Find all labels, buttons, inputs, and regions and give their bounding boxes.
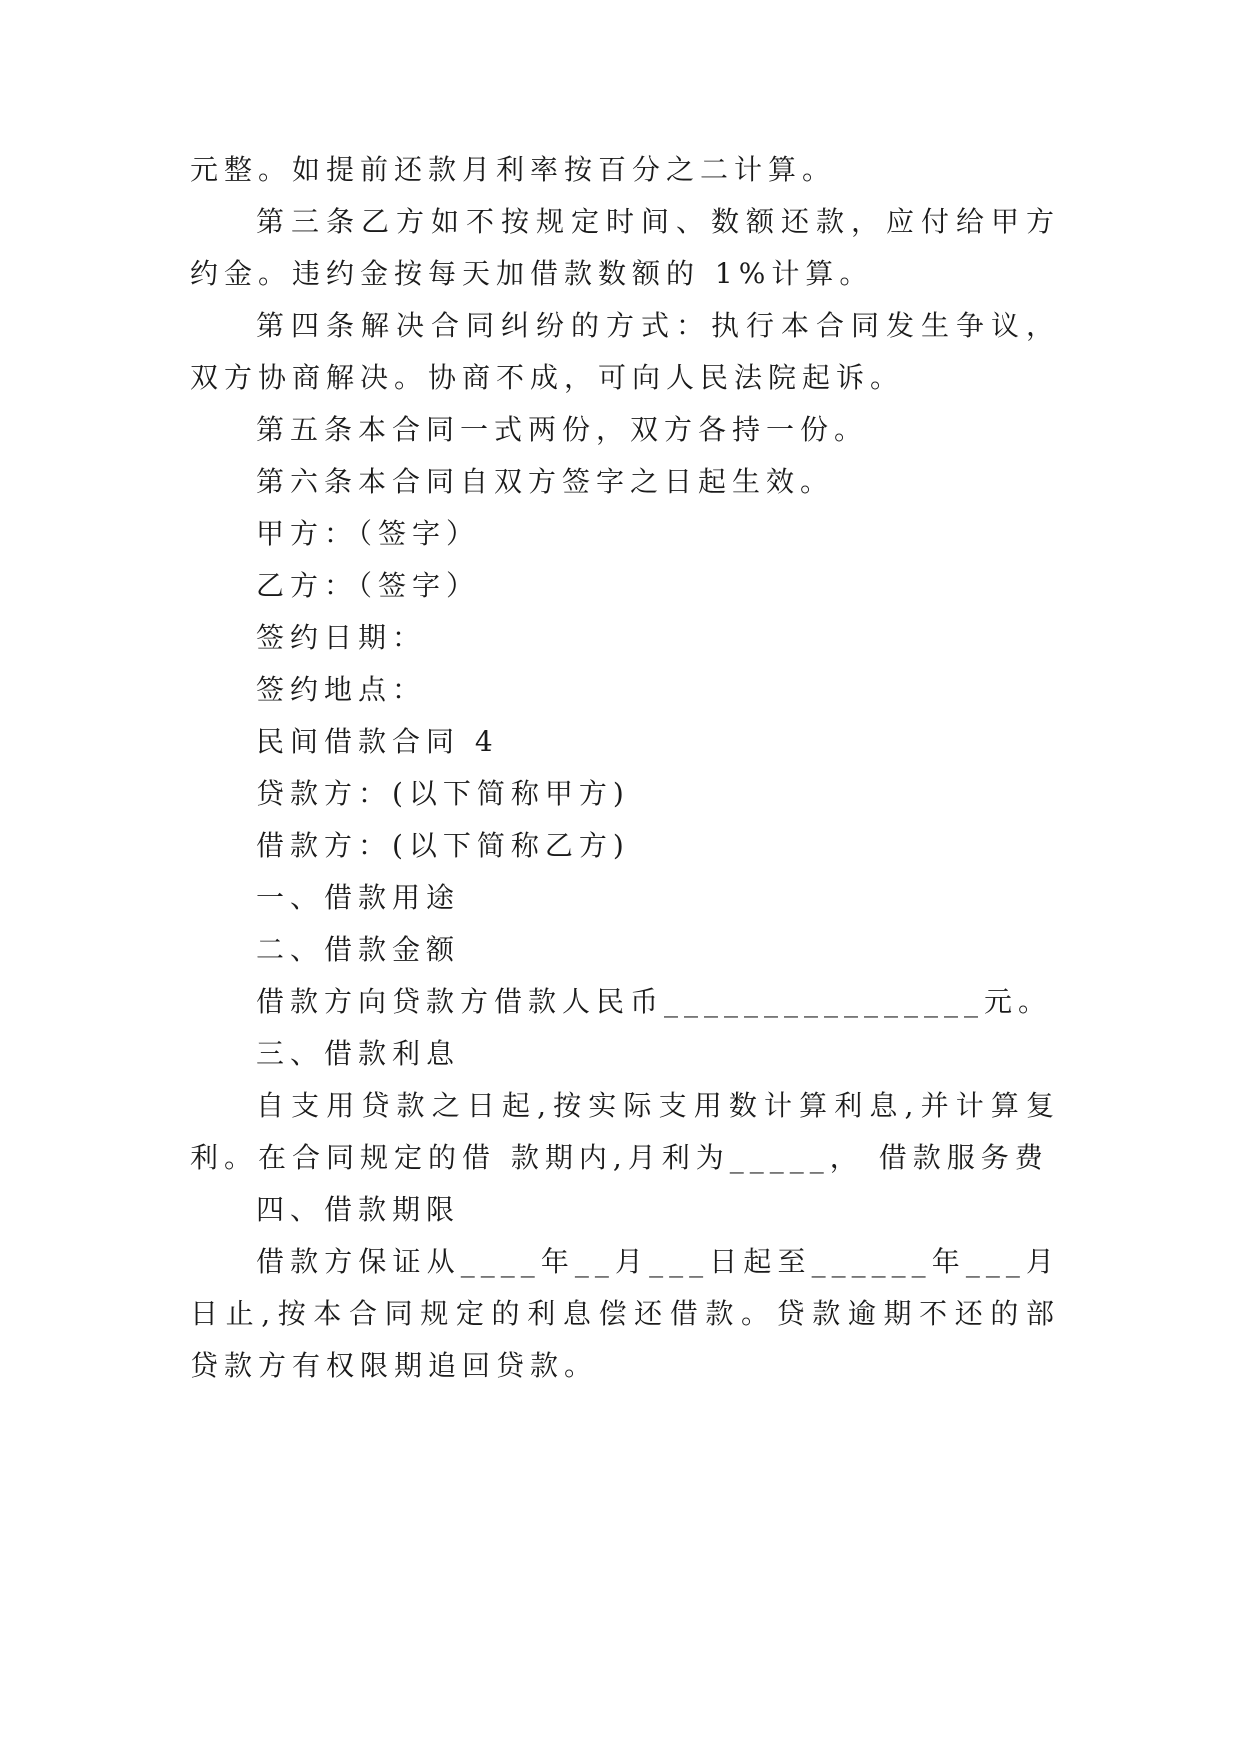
text-line: 第六条本合同自双方签字之日起生效。 xyxy=(256,465,835,498)
text-line: 第三条乙方如不按规定时间、数额还款，应付给甲方 xyxy=(256,205,1060,238)
section-heading: 民间借款合同 4 xyxy=(256,725,499,758)
text-line: 第五条本合同一式两份，双方各持一份。 xyxy=(256,413,869,446)
text-line: 签约地点： xyxy=(256,673,427,706)
text-line: 借款方向贷款方借款人民币________________元。 xyxy=(256,985,1053,1018)
text-line: 二、借款金额 xyxy=(256,933,461,966)
text-line: 签约日期： xyxy=(256,621,427,654)
text-line: 甲方：（签字） xyxy=(256,517,481,550)
text-line: 借款方：(以下简称乙方) xyxy=(256,829,630,862)
text-line: 一、借款用途 xyxy=(256,881,461,914)
text-line: 日止,按本合同规定的利息偿还借款。贷款逾期不还的部 xyxy=(190,1297,1060,1330)
text-line: 乙方：（签字） xyxy=(256,569,481,602)
text-line: 贷款方有权限期追回贷款。 xyxy=(190,1349,599,1382)
text-line: 自支用贷款之日起,按实际支用数计算利息,并计算复 xyxy=(256,1089,1060,1122)
text-line: 借款方保证从____年__月___日起至______年___月 xyxy=(256,1245,1060,1278)
text-line: 贷款方：(以下简称甲方) xyxy=(256,777,630,810)
text-line: 双方协商解决。协商不成，可向人民法院起诉。 xyxy=(190,361,905,394)
text-line: 第四条解决合同纠纷的方式：执行本合同发生争议， xyxy=(256,309,1060,342)
text-line: 元整。如提前还款月利率按百分之二计算。 xyxy=(190,153,837,186)
text-line: 利。在合同规定的借 款期内,月利为_____， 借款服务费 xyxy=(190,1141,1049,1174)
text-line: 约金。违约金按每天加借款数额的 1%计算。 xyxy=(190,257,874,290)
text-line: 四、借款期限 xyxy=(256,1193,461,1226)
text-line: 三、借款利息 xyxy=(256,1037,461,1070)
